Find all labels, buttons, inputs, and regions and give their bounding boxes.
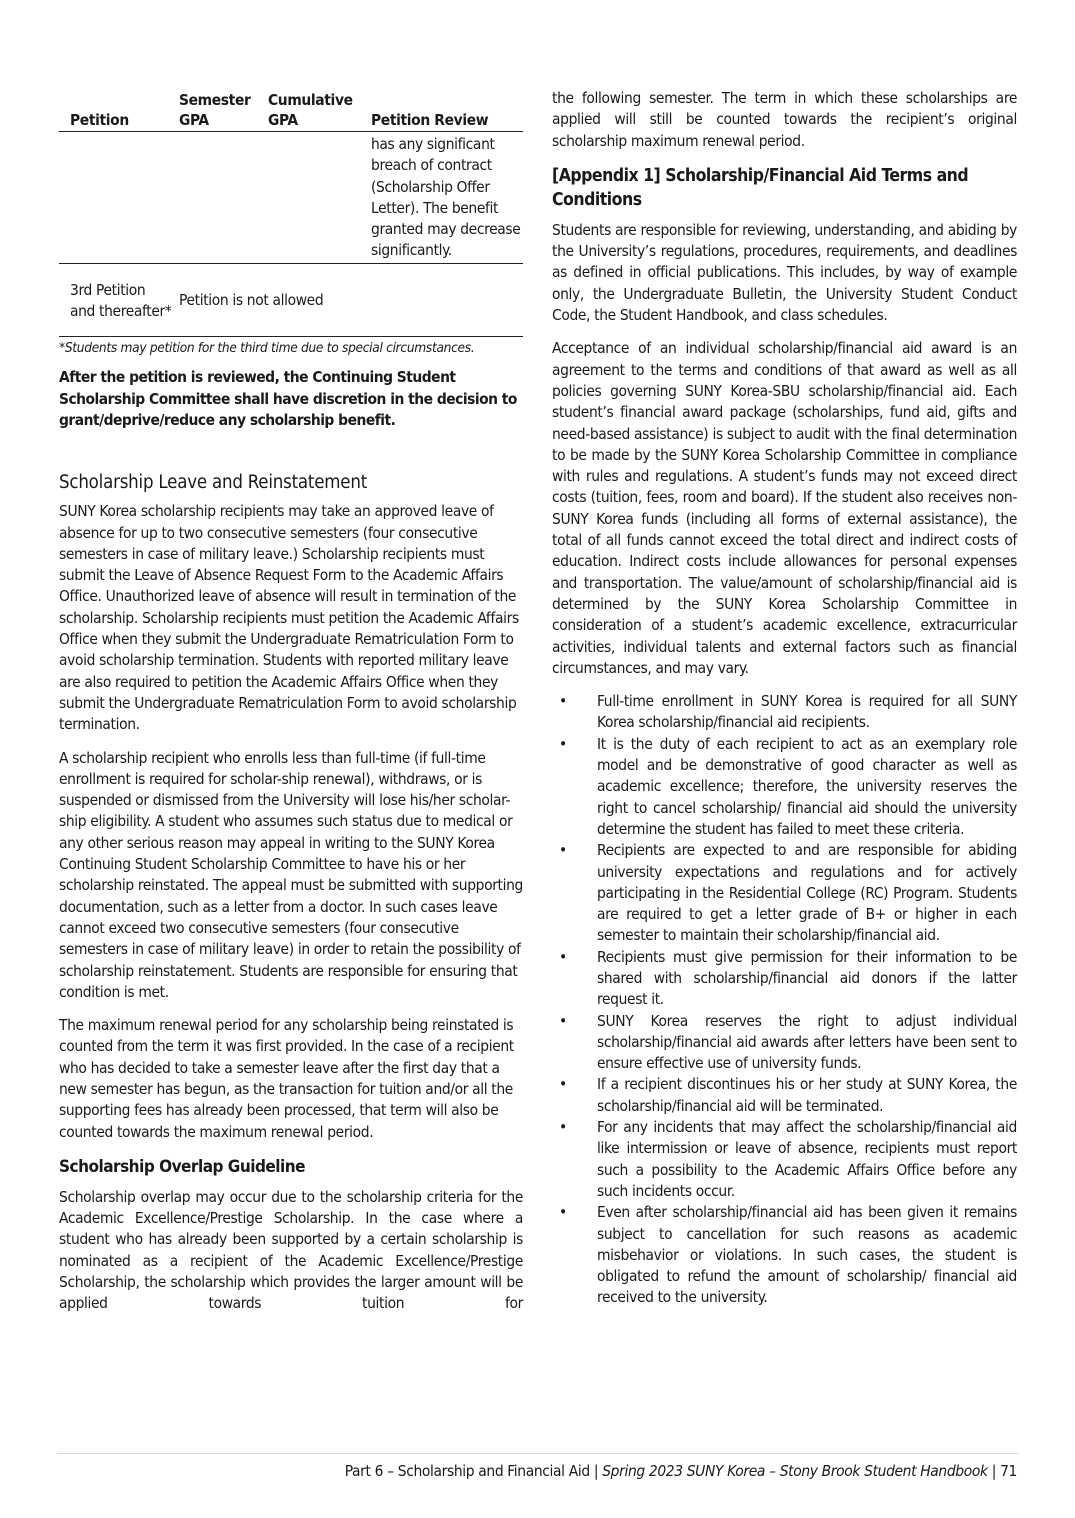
list-item bbox=[552, 734, 1017, 840]
footer-handbook-title: Spring 2023 SUNY Korea – Stony Brook Student Handbook bbox=[602, 1462, 988, 1480]
header-semester-gpa: Semester GPA bbox=[174, 88, 265, 132]
page-number: 71 bbox=[1000, 1462, 1017, 1480]
list-item bbox=[552, 840, 1017, 946]
list-item bbox=[552, 691, 1017, 734]
cell-petition: 3rd Petition and thereafter* bbox=[59, 263, 174, 337]
cell-not-allowed: Petition is not allowed bbox=[174, 263, 523, 337]
section-heading-leave: Scholarship Leave and Reinstatement bbox=[59, 472, 368, 494]
list-item-text: If a recipient discontinues his or her study at SUNY Korea, the scholarship/financial aid will be terminated. bbox=[597, 1075, 1017, 1115]
bullet-icon: • bbox=[559, 947, 567, 966]
bullet-icon: • bbox=[559, 841, 567, 860]
leave-paragraph: A scholarship recipient who enrolls less than full-time (if full-time enrollment is required for scholar-ship renewal), withdraws, or is suspended or dismissed from the University will lose his/her scholar-ship eligibility. A student who assumes such status due to medical or any other serious reason may appeal in writing to the SUNY Korea Continuing Student Scholarship Committee to have his or her scholarship reinstated. The appeal must be submitted with supporting documentation, such as a letter from a doctor. In such cases leave cannot exceed two consecutive semesters (four consecutive semesters in case of military leave) in order to retain the possibility of scholarship reinstatement. Students are responsible for ensuring that condition is met. bbox=[59, 748, 523, 1001]
table-row bbox=[59, 132, 523, 264]
section-heading-overlap: Scholarship Overlap Guideline bbox=[59, 1156, 306, 1177]
bullet-icon: • bbox=[559, 1203, 567, 1222]
footer-part: Part 6 – Scholarship and Financial Aid bbox=[344, 1462, 590, 1480]
leave-paragraph: The maximum renewal period for any scholarship being reinstated is counted from the term it was first provided. In the case of a recipient who has decided to take a semester leave after the first day that a new semester has begun, as the transaction for tuition and/or all the supporting fees has already been processed, that term will also be counted towards the maximum renewal period. bbox=[59, 1016, 514, 1141]
list-item-text: Recipients are expected to and are responsible for abiding university expectations and regulations and for actively participating in the Residential College (RC) Program. Students are required to get a letter grade of B+ or higher in each semester to maintain their scholarship/financial aid. bbox=[597, 841, 1017, 945]
bullet-icon: • bbox=[559, 1075, 567, 1094]
list-item-text: SUNY Korea reserves the right to adjust individual scholarship/financial aid awards after letters have been sent to ensure effective use of university funds. bbox=[597, 1011, 1017, 1073]
footer-separator: | bbox=[589, 1462, 603, 1480]
overlap-paragraph-continued: the following semester. The term in which these scholarships are applied will still be counted towards the recipient’s original scholarship maximum renewal period. bbox=[552, 89, 1017, 150]
bullet-icon: • bbox=[559, 1011, 567, 1030]
cell-petition-review: has any significant breach of contract (Scholarship Offer Letter). The benefit granted may decrease significantly. bbox=[368, 132, 523, 264]
list-item bbox=[552, 947, 1017, 1011]
appendix-paragraph: Students are responsible for reviewing, understanding, and abiding by the University’s regulations, procedures, requirements, and deadlines as defined in official publications. This includes, by way of example only, the Undergraduate Bulletin, the University Student Conduct Code, the Student Handbook, and class schedules. bbox=[552, 220, 1017, 325]
committee-discretion-note: After the petition is reviewed, the Continuing Student Scholarship Committee shall have discretion in the decision to grant/deprive/reduce any scholarship benefit. bbox=[59, 368, 517, 429]
table-footnote: *Students may petition for the third time due to special circumstances. bbox=[59, 340, 475, 357]
left-column bbox=[59, 88, 523, 1327]
header-petition: Petition bbox=[59, 88, 174, 132]
footer-divider bbox=[57, 1453, 1019, 1454]
page-footer bbox=[345, 1461, 1017, 1481]
overlap-paragraph: Scholarship overlap may occur due to the scholarship criteria for the Academic Excellence/Prestige Scholarship. In the case where a student who has already been supported by a certain scholarship is nominated as a recipient of the Academic Excellence/Prestige Scholarship, the scholarship which provides the larger amount will be applied towards tuition for bbox=[59, 1187, 523, 1313]
list-item bbox=[552, 1117, 1017, 1202]
right-column bbox=[552, 88, 1017, 1309]
cell-semester-gpa bbox=[174, 132, 265, 264]
cell-petition bbox=[59, 132, 174, 264]
list-item bbox=[552, 1011, 1017, 1075]
petition-table bbox=[59, 88, 523, 337]
bullet-icon: • bbox=[559, 1118, 567, 1137]
cell-cumulative-gpa bbox=[265, 132, 368, 264]
list-item-text: Full-time enrollment in SUNY Korea is required for all SUNY Korea scholarship/financial aid recipients. bbox=[597, 692, 1017, 732]
table-header-row bbox=[59, 88, 523, 132]
footer-separator: | bbox=[987, 1462, 1001, 1480]
leave-paragraph: SUNY Korea scholarship recipients may take an approved leave of absence for up to two consecutive semesters (four consecutive semesters in case of military leave.) Scholarship recipients must submit the Leave of Absence Request Form to the Academic Affairs Office. Unauthorized leave of absence will result in termination of the scholarship. Scholarship recipients must petition the Academic Affairs Office when they submit the Undergraduate Rematriculation Form to avoid scholarship termination. Students with reported military leave are also required to petition the Academic Affairs Office when they submit the Undergraduate Rematriculation Form to avoid scholarship termination. bbox=[59, 502, 519, 734]
list-item bbox=[552, 1074, 1017, 1117]
table-row bbox=[59, 263, 523, 337]
list-item-text: It is the duty of each recipient to act as an exemplary role model and be demonstrative of good character as well as academic excellence; therefore, the university reserves the right to cancel scholarship/ financial aid should the university determine the student has failed to meet these criteria. bbox=[597, 734, 1017, 838]
list-item-text: Recipients must give permission for their information to be shared with scholarship/financial aid donors if the latter request it. bbox=[597, 947, 1017, 1009]
terms-list bbox=[552, 691, 1017, 1309]
bullet-icon: • bbox=[559, 734, 567, 753]
bullet-icon: • bbox=[559, 692, 567, 711]
list-item bbox=[552, 1202, 1017, 1308]
list-item-text: Even after scholarship/financial aid has been given it remains subject to cancellation for such reasons as academic misbehavior or violations. In such cases, the student is obligated to refund the amount of scholarship/ financial aid received to the university. bbox=[597, 1203, 1017, 1307]
appendix-paragraph: Acceptance of an individual scholarship/financial aid award is an agreement to the terms and conditions of that award as well as all policies governing SUNY Korea-SBU scholarship/financial aid. Each student’s financial award package (scholarships, fund aid, gifts and need-based assistance) is subject to audit with the final determination to be made by the SUNY Korea Scholarship Committee in compliance with rules and regulations. A student’s funds may not exceed direct costs (tuition, fees, room and board). If the student also receives non-SUNY Korea funds (including all forms of external assistance), the total of all funds cannot exceed the total direct and indirect costs of education. Indirect costs include allowances for personal expenses and transportation. The value/amount of scholarship/financial aid is determined by the SUNY Korea Scholarship Committee in consideration of a student’s academic excellence, extracurricular activities, individual talents and external factors such as financial circumstances, and may vary. bbox=[552, 339, 1017, 677]
header-petition-review: Petition Review bbox=[368, 88, 523, 132]
section-heading-appendix: [Appendix 1] Scholarship/Financial Aid Terms and Conditions bbox=[552, 165, 969, 210]
list-item-text: For any incidents that may affect the scholarship/financial aid like intermission or leave of absence, recipients must report such a possibility to the Academic Affairs Office before any such incidents occur. bbox=[597, 1118, 1017, 1200]
header-cumulative-gpa: Cumulative GPA bbox=[265, 88, 368, 132]
